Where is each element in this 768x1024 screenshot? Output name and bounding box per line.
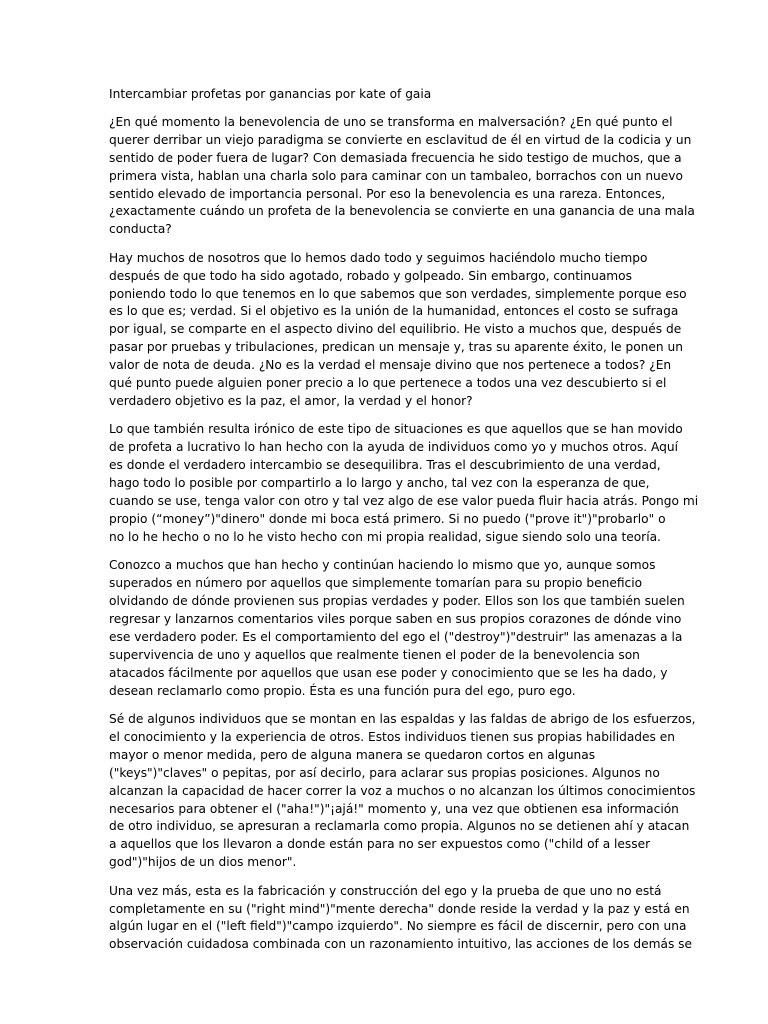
document-title: Intercambiar profetas por ganancias por kate of gaia (109, 87, 432, 101)
paragraph-line: completamente en su ("right mind")"mente derecha" donde reside la verdad y la paz y está en (109, 901, 690, 916)
paragraph-line: atacados fácilmente por aquellos que usan ese poder y conocimiento que se les ha dado, y (109, 665, 668, 680)
paragraph-line: olvidando de dónde provienen sus propias verdades y poder. Ellos son los que también suelen (109, 594, 685, 609)
paragraph-line: Una vez más, esta es la fabricación y construcción del ego y la prueba de que uno no está (109, 883, 662, 898)
paragraph-line: primera vista, hablan una charla solo para caminar con un tambaleo, borrachos con un nuevo (109, 168, 683, 183)
paragraph (109, 421, 699, 546)
paragraph-line: Sé de algunos individuos que se montan en las espaldas y las faldas de abrigo de los esfuerzos, (109, 712, 696, 726)
paragraph-line: es lo que es; verdad. Si el objetivo es la unión de la humanidad, entonces el costo se sufraga (109, 304, 679, 319)
paragraph-line: mayor o menor medida, pero de alguna manera se quedaron cortos en algunas (109, 747, 596, 762)
document-page (109, 86, 699, 965)
paragraph-line: supervivencia de uno y aquellos que realmente tienen el poder de la benevolencia son (109, 647, 640, 662)
paragraph-line: regresar y lanzarnos comentarios viles porque saben en sus propios corazones de dónde vino (109, 611, 682, 626)
paragraph-line: a aquellos que los llevaron a donde están para no ser expuestos como ("child of a lesser (109, 837, 651, 852)
paragraph-line: propio (“money”)"dinero" donde mi boca está primero. Si no puedo ("prove it")"probarlo" o (109, 511, 666, 526)
paragraph-line: necesarios para obtener el ("aha!")"¡ajá!" momento y, una vez que obtienen esa información (109, 801, 679, 816)
paragraph-line: superados en número por aquellos que simplemente tomarían para su propio beneficio (109, 576, 643, 591)
paragraph-line: observación cuidadosa combinada con un razonamiento intuitivo, las acciones de los demás se (109, 937, 693, 952)
paragraph-line: es donde el verdadero intercambio se desequilibra. Tras el descubrimiento de una verdad, (109, 458, 661, 473)
paragraph-line: valor de nota de deuda. ¿No es la verdad el mensaje divino que nos pertenece a todos? ¿En (109, 358, 672, 373)
paragraph-line: Lo que también resulta irónico de este tipo de situaciones es que aquellos que se han movido (109, 422, 683, 437)
paragraph-line: qué punto puede alguien poner precio a lo que pertenece a todos una vez descubierto si el (109, 376, 667, 391)
paragraph (109, 114, 695, 239)
paragraph (109, 883, 693, 955)
paragraph-line: cuando se use, tenga valor con otro y tal vez algo de ese valor pueda fluir hacia atrás. Pongo mi (109, 494, 699, 509)
paragraph (109, 250, 687, 411)
paragraph-line: algún lugar en el ("left field")"campo izquierdo". No siempre es fácil de discernir, pero con una (109, 919, 687, 934)
paragraph-line: de profeta a lucrativo lo han hecho con la ayuda de individuos como yo y muchos otros. Aquí (109, 440, 679, 455)
paragraph-line: verdadero objetivo es la paz, el amor, la verdad y el honor? (109, 394, 473, 408)
paragraph-line: sentido elevado de importancia personal. Por eso la benevolencia es una rareza. Entonces, (109, 186, 666, 201)
paragraph-line: desean reclamarlo como propio. Ésta es una función pura del ego, puro ego. (109, 683, 576, 698)
paragraph-line: ¿exactamente cuándo un profeta de la benevolencia se convierte en una ganancia de una mala (109, 204, 695, 219)
paragraph-line: Conozco a muchos que han hecho y continúan haciendo lo mismo que yo, aunque somos (109, 558, 656, 573)
paragraph-line: de otro individuo, se apresuran a reclamarla como propia. Algunos no se detienen ahí y atacan (109, 819, 690, 834)
paragraph-line: pasar por pruebas y tribulaciones, predican un mensaje y, tras su aparente éxito, le ponen un (109, 340, 683, 355)
paragraph-line: hago todo lo posible por compartirlo a lo largo y ancho, tal vez con la esperanza de que, (109, 476, 650, 491)
paragraph-line: querer derribar un viejo paradigma se convierte en esclavitud de él en virtud de la codicia y un (109, 132, 692, 147)
paragraph-line: god")"hijos de un dios menor". (109, 855, 297, 870)
paragraph-line: ("keys")"claves" o pepitas, por así decirlo, para aclarar sus propias posiciones. Algunos no (109, 765, 660, 780)
paragraph-line: el conocimiento y la experiencia de otros. Estos individuos tienen sus propias habilidades en (109, 729, 675, 744)
paragraph-line: conducta? (109, 222, 172, 237)
paragraph-line: ese verdadero poder. Es el comportamiento del ego el ("destroy")"destruir" las amenazas a la (109, 629, 683, 644)
paragraph-line: no lo he hecho o no lo he visto hecho con mi propia realidad, sigue siendo solo una teoría. (109, 529, 661, 544)
paragraph-line: ¿En qué momento la benevolencia de uno se transforma en malversación? ¿En qué punto el (109, 114, 673, 129)
paragraph-line: sentido de poder fuera de lugar? Con demasiada frecuencia he sido testigo de muchos, que a (109, 150, 682, 165)
paragraph (109, 557, 685, 700)
paragraph-line: Hay muchos de nosotros que lo hemos dado todo y seguimos haciéndolo mucho tiempo (109, 250, 648, 265)
paragraph-line: después de que todo ha sido agotado, robado y golpeado. Sin embargo, continuamos (109, 268, 632, 283)
document-body (109, 114, 699, 954)
paragraph-line: alcanzan la capacidad de hacer correr la voz a muchos o no alcanzan los últimos conocimientos (109, 783, 696, 798)
paragraph-line: por igual, se comparte en el aspecto divino del equilibrio. He visto a muchos que, después de (109, 322, 682, 337)
paragraph (109, 711, 696, 872)
paragraph-line: poniendo todo lo que tenemos en lo que sabemos que son verdades, simplemente porque eso (109, 286, 687, 301)
